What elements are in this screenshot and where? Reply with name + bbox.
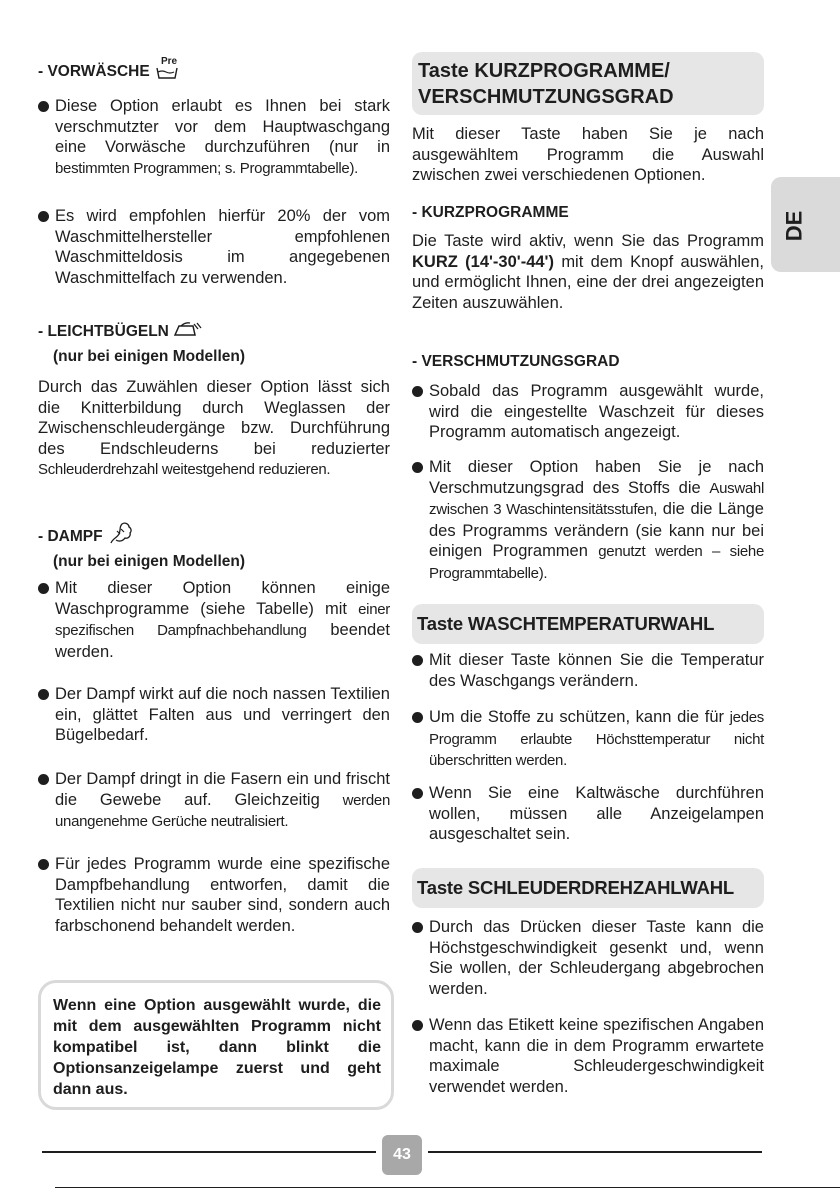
subheading-dampf: (nur bei einigen Modellen) — [53, 553, 246, 570]
bullet-dot — [38, 583, 49, 594]
bottom-rule — [55, 1187, 840, 1188]
text-kurz-intro: Mit dieser Taste haben Sie je nach ausgewähltem Programm die Auswahl zwischen zwei verschiedenen Optionen. — [412, 125, 764, 185]
easy-iron-icon — [173, 320, 203, 346]
bullet-grad-2: Mit dieser Option haben Sie je nach Verschmutzungsgrad des Stoffs die Auswahl zwischen 3 Waschintensitätsstufen, die die Länge des Programms verändern (sie kann nur bei einigen Programmen genutzt werden – siehe Programmtabelle). — [412, 457, 764, 585]
footer-rule-right — [428, 1151, 762, 1153]
bullet-temp-1: Mit dieser Taste können Sie die Temperatur des Waschgangs verändern. — [412, 650, 764, 691]
prewash-icon-label: Pre — [160, 56, 178, 67]
bullet-dot — [412, 922, 423, 933]
bullet-dot — [38, 859, 49, 870]
bullet-grad-1: Sobald das Programm ausgewählt wurde, wird die eingestellte Waschzeit für dieses Programm automatisch angezeigt. — [412, 381, 764, 443]
text-leichtbuegeln: Durch das Zuwählen dieser Option lässt sich die Knitterbildung durch Weglassen der Zwischenschleudergänge bzw. Durchführung des Endschleuderns bei reduzierter Schleuderdrehzahl weitestgehend reduzieren. — [38, 378, 390, 479]
steam-icon — [107, 521, 135, 551]
bullet-dampf-1: Mit dieser Option können einige Waschprogramme (siehe Tabelle) mit einer spezifischen Dampfnachbehandlung beendet werden. — [38, 578, 390, 662]
prewash-icon — [154, 56, 184, 86]
subheading-verschmutzungsgrad: - VERSCHMUTZUNGSGRAD — [412, 353, 620, 370]
heading-temperatur-bar: Taste WASCHTEMPERATURWAHL — [412, 604, 764, 644]
section-kurzprogramme — [412, 52, 764, 115]
heading-kurzprogramme-bar: Taste KURZPROGRAMME/ VERSCHMUTZUNGSGRAD — [412, 52, 764, 115]
bullet-dampf-4: Für jedes Programm wurde eine spezifische Dampfbehandlung entworfen, damit die Textilien nicht nur sauber sind, sondern auch farbschonend behandelt werden. — [38, 854, 390, 936]
section-vorwaesche — [38, 56, 390, 86]
subheading-kurzprogramme: - KURZPROGRAMME — [412, 204, 569, 221]
heading-schleuder-bar: Taste SCHLEUDERDREHZAHLWAHL — [412, 868, 764, 908]
bullet-temp-2: Um die Stoffe zu schützen, kann die für jedes Programm erlaubte Höchsttemperatur nicht überschritten werden. — [412, 707, 764, 772]
bullet-dot — [412, 655, 423, 666]
bullet-schleuder-1: Durch das Drücken dieser Taste kann die Höchstgeschwindigkeit gesenkt und, wenn Sie wollen, der Schleudergang abgebrochen werden. — [412, 917, 764, 999]
page-number: 43 — [382, 1135, 422, 1175]
compatibility-note: Wenn eine Option ausgewählt wurde, die mit dem ausgewählten Programm nicht kompatibel ist, dann blinkt die Optionsanzeigelampe zuerst und geht dann aus. — [38, 980, 394, 1110]
footer-rule-left — [42, 1151, 376, 1153]
bullet-dot — [412, 1020, 423, 1031]
bullet-dot — [412, 462, 423, 473]
subheading-leichtbuegeln: (nur bei einigen Modellen) — [53, 348, 246, 365]
bullet-dampf-2: Der Dampf wirkt auf die noch nassen Textilien ein, glättet Falten aus und verringert den Bügelbedarf. — [38, 684, 390, 746]
text-kurzprogramme: Die Taste wird aktiv, wenn Sie das Programm KURZ (14'-30'-44') mit dem Knopf auswählen, und ermöglicht Ihnen, eine der drei angezeigten Zeiten auszuwählen. — [412, 232, 764, 312]
bullet-vorwaesche-2: Es wird empfohlen hierfür 20% der vom Waschmittelhersteller empfohlenen Waschmitteldosis im angegebenen Waschmittelfach zu verwenden. — [38, 206, 390, 288]
bullet-schleuder-2: Wenn das Etikett keine spezifischen Angaben macht, kann die in dem Programm erwartete maximale Schleudergeschwindigkeit verwendet werden. — [412, 1015, 764, 1097]
section-temperatur — [412, 604, 764, 644]
bullet-dot — [412, 712, 423, 723]
language-tab: DE — [771, 177, 840, 272]
bullet-dot — [412, 788, 423, 799]
heading-dampf: - DAMPF — [38, 521, 390, 551]
bullet-dot — [38, 689, 49, 700]
bullet-dot — [38, 774, 49, 785]
section-schleuder — [412, 868, 764, 908]
section-dampf — [38, 521, 390, 572]
section-leichtbuegeln — [38, 320, 390, 367]
bullet-dampf-3: Der Dampf dringt in die Fasern ein und frischt die Gewebe auf. Gleichzeitig werden unangenehme Gerüche neutralisiert. — [38, 769, 390, 833]
heading-leichtbuegeln: - LEICHTBÜGELN — [38, 320, 390, 346]
bullet-dot — [412, 386, 423, 397]
bullet-temp-3: Wenn Sie eine Kaltwäsche durchführen wollen, müssen alle Anzeigelampen ausgeschaltet sein. — [412, 783, 764, 845]
bullet-vorwaesche-1: Diese Option erlaubt es Ihnen bei stark verschmutzter vor dem Hauptwaschgang eine Vorwäsche durchzuführen (nur in bestimmten Programmen; s. Programmtabelle). — [38, 96, 390, 179]
bullet-dot — [38, 211, 49, 222]
bullet-dot — [38, 101, 49, 112]
heading-vorwaesche: - VORWÄSCHE Pre — [38, 56, 390, 86]
